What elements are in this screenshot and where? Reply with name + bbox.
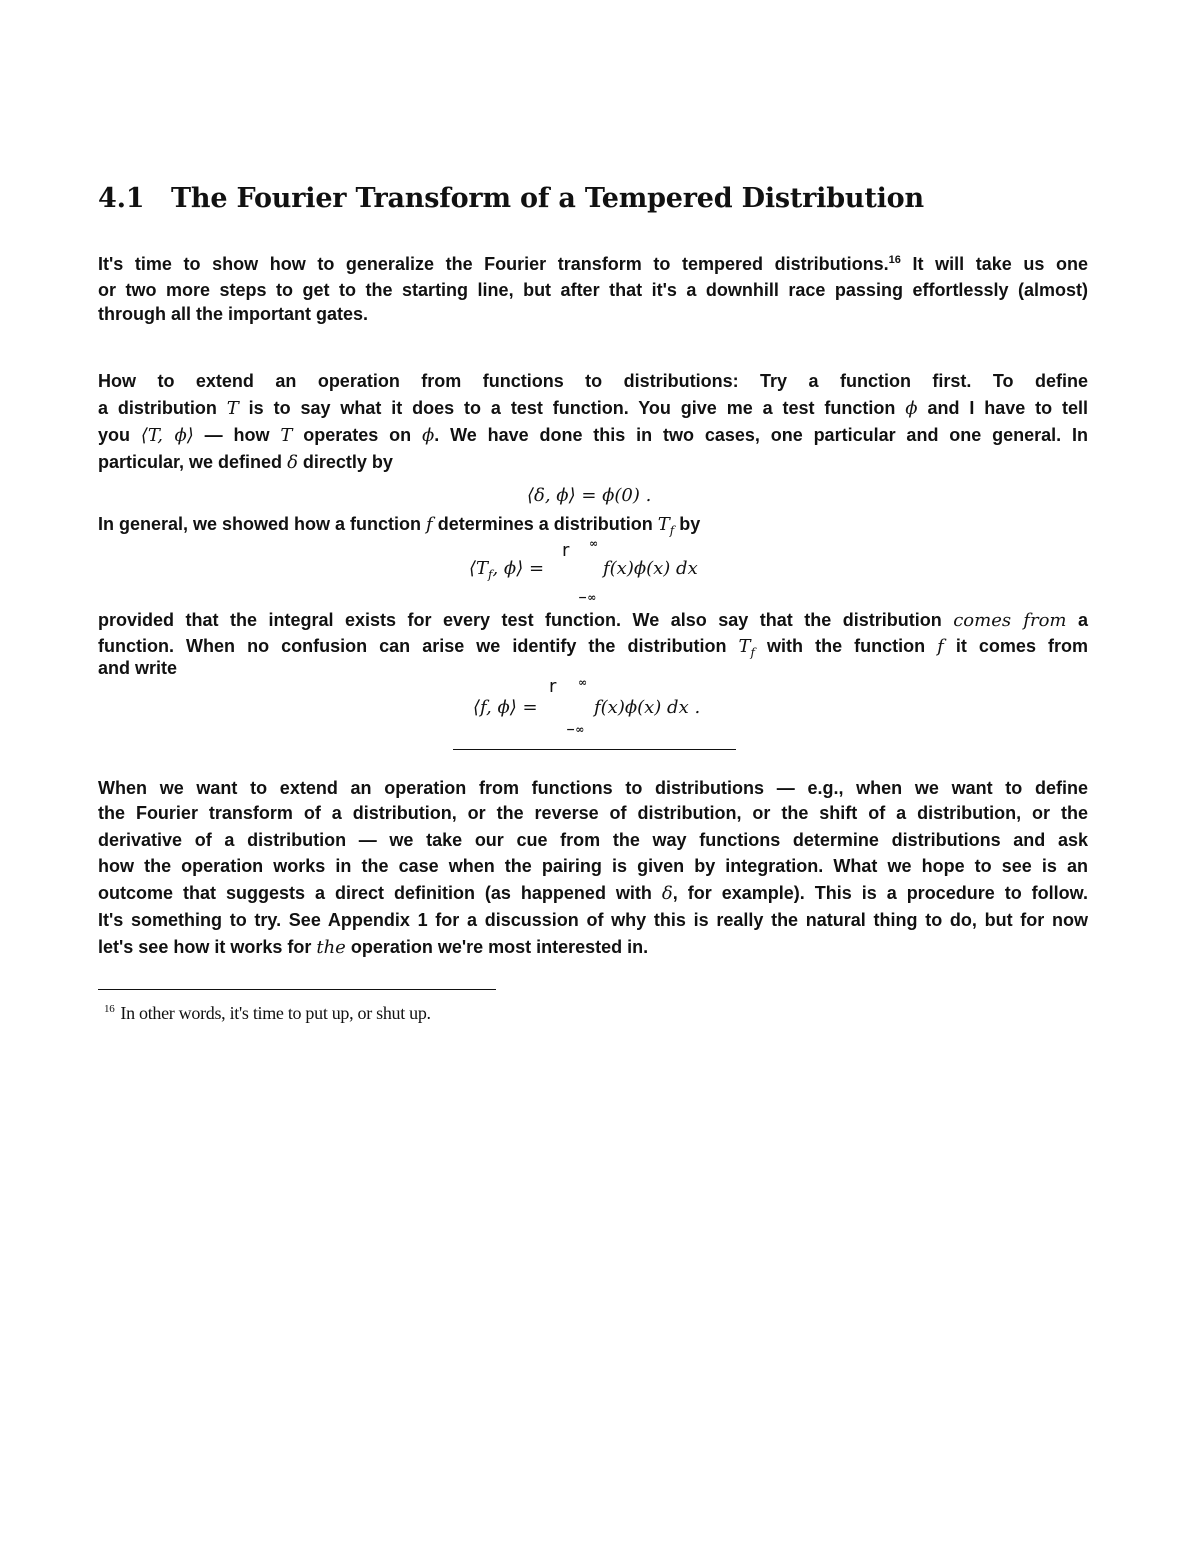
text-run: a <box>1066 610 1088 630</box>
section-title: The Fourier Transform of a Tempered Distribution <box>171 183 924 214</box>
para2-line-1: How to extend an operation from functions to distributions: Try a function first. To define <box>98 371 1088 391</box>
text-run: , for example). This is a procedure to follow. <box>672 883 1088 903</box>
equation-f-lhs: ⟨f, ϕ⟩ = <box>473 697 538 718</box>
text-run: f <box>750 645 755 660</box>
text-run: directly by <box>297 452 393 472</box>
intro-tail: It will take us one <box>900 254 1088 274</box>
text-run: T <box>280 425 293 446</box>
text-run: In general, we showed how a function <box>98 514 427 534</box>
text-run: with the function <box>754 636 938 656</box>
para5-line-2: the Fourier transform of a distribution, or the reverse of distribution, or the shift of a distribution, or the <box>98 803 1088 823</box>
intro-line-2: or two more steps to get to the starting line, but after that it's a downhill race passing effortlessly (almost) <box>98 280 1088 300</box>
equation-Tf-lhs <box>469 558 544 582</box>
footnote-text: In other words, it's time to put up, or shut up. <box>120 1003 431 1023</box>
para2-line-4 <box>98 451 1088 474</box>
footnote-mark: 16 <box>104 1003 115 1015</box>
separator-rule <box>453 749 736 750</box>
text-run: ϕ <box>905 398 918 419</box>
intro-line-1 <box>98 253 1088 275</box>
text-run: it comes from <box>943 636 1089 656</box>
text-run: operates on <box>292 425 422 445</box>
text-run: let's see how it works for <box>98 937 317 957</box>
equation-delta: ⟨δ, ϕ⟩ = ϕ(0) . <box>527 485 652 506</box>
text-run: particular, we defined <box>98 452 288 472</box>
footnote <box>104 1003 431 1024</box>
text-run: function. When no confusion can arise we identify the distribution <box>98 636 739 656</box>
section-heading <box>98 183 924 214</box>
text-run: determines a distribution <box>432 514 658 534</box>
text-run: δ <box>661 883 673 904</box>
integral-lower-limit: −∞ <box>566 723 585 736</box>
para2-line-3 <box>98 424 1088 447</box>
math-run: f <box>488 567 493 582</box>
para5-line-3: derivative of a distribution — we take our cue from the way functions determine distributions and ask <box>98 830 1088 850</box>
para2-line-2 <box>98 397 1088 420</box>
para4-line-3: and write <box>98 658 178 678</box>
math-run: , ϕ⟩ = <box>492 558 545 579</box>
intro-text: It's time to show how to generalize the Fourier transform to tempered distributions. <box>98 254 889 274</box>
text-run: a distribution <box>98 398 227 418</box>
text-run: provided that the integral exists for every test function. We also say that the distribution <box>98 610 954 630</box>
equation-f-integrand: f(x)ϕ(x) dx . <box>594 697 701 718</box>
text-run: by <box>674 514 701 534</box>
text-run: ⟨T, ϕ⟩ <box>140 425 194 446</box>
integral-sign: r <box>562 540 570 561</box>
equation-Tf-integrand: f(x)ϕ(x) dx <box>603 558 698 579</box>
footnote-ref[interactable]: 16 <box>888 254 901 266</box>
integral-upper-limit: ∞ <box>589 537 599 550</box>
text-run: f <box>426 514 433 535</box>
text-run: — how <box>193 425 281 445</box>
integral-lower-limit: −∞ <box>578 591 597 604</box>
para5-line-4: how the operation works in the case when the pairing is given by integration. What we hope to see is an <box>98 856 1088 876</box>
text-run: δ <box>287 452 298 473</box>
text-run: T <box>738 636 751 657</box>
text-run: outcome that suggests a direct definition (as happened with <box>98 883 662 903</box>
text-run: f <box>937 636 944 657</box>
footnote-rule <box>98 989 496 990</box>
text-run: you <box>98 425 141 445</box>
text-run: is to say what it does to a test function. You give me a test function <box>238 398 906 418</box>
text-run: comes from <box>953 610 1067 631</box>
integral-sign: r <box>549 676 557 697</box>
para5-line-1: When we want to extend an operation from functions to distributions — e.g., when we want to define <box>98 778 1088 798</box>
text-run: and I have to tell <box>917 398 1089 418</box>
section-number: 4.1 <box>98 183 145 214</box>
text-run: f <box>669 523 675 538</box>
integral-upper-limit: ∞ <box>578 676 588 689</box>
text-run: T <box>226 398 239 419</box>
para5-line-6: It's something to try. See Appendix 1 for a discussion of why this is really the natural thing to do, but for now <box>98 910 1088 930</box>
para4-line-1 <box>98 609 1088 632</box>
math-run: ⟨T <box>469 558 489 579</box>
text-run: T <box>657 514 670 535</box>
text-run: . We have done this in two cases, one particular and one general. In <box>434 425 1088 445</box>
intro-line-3: through all the important gates. <box>98 304 369 324</box>
text-run: the <box>316 937 346 958</box>
text-run: operation we're most interested in. <box>345 937 649 957</box>
para5-line-7 <box>98 936 1088 959</box>
para5-line-5 <box>98 882 1088 905</box>
text-run: ϕ <box>421 425 435 446</box>
